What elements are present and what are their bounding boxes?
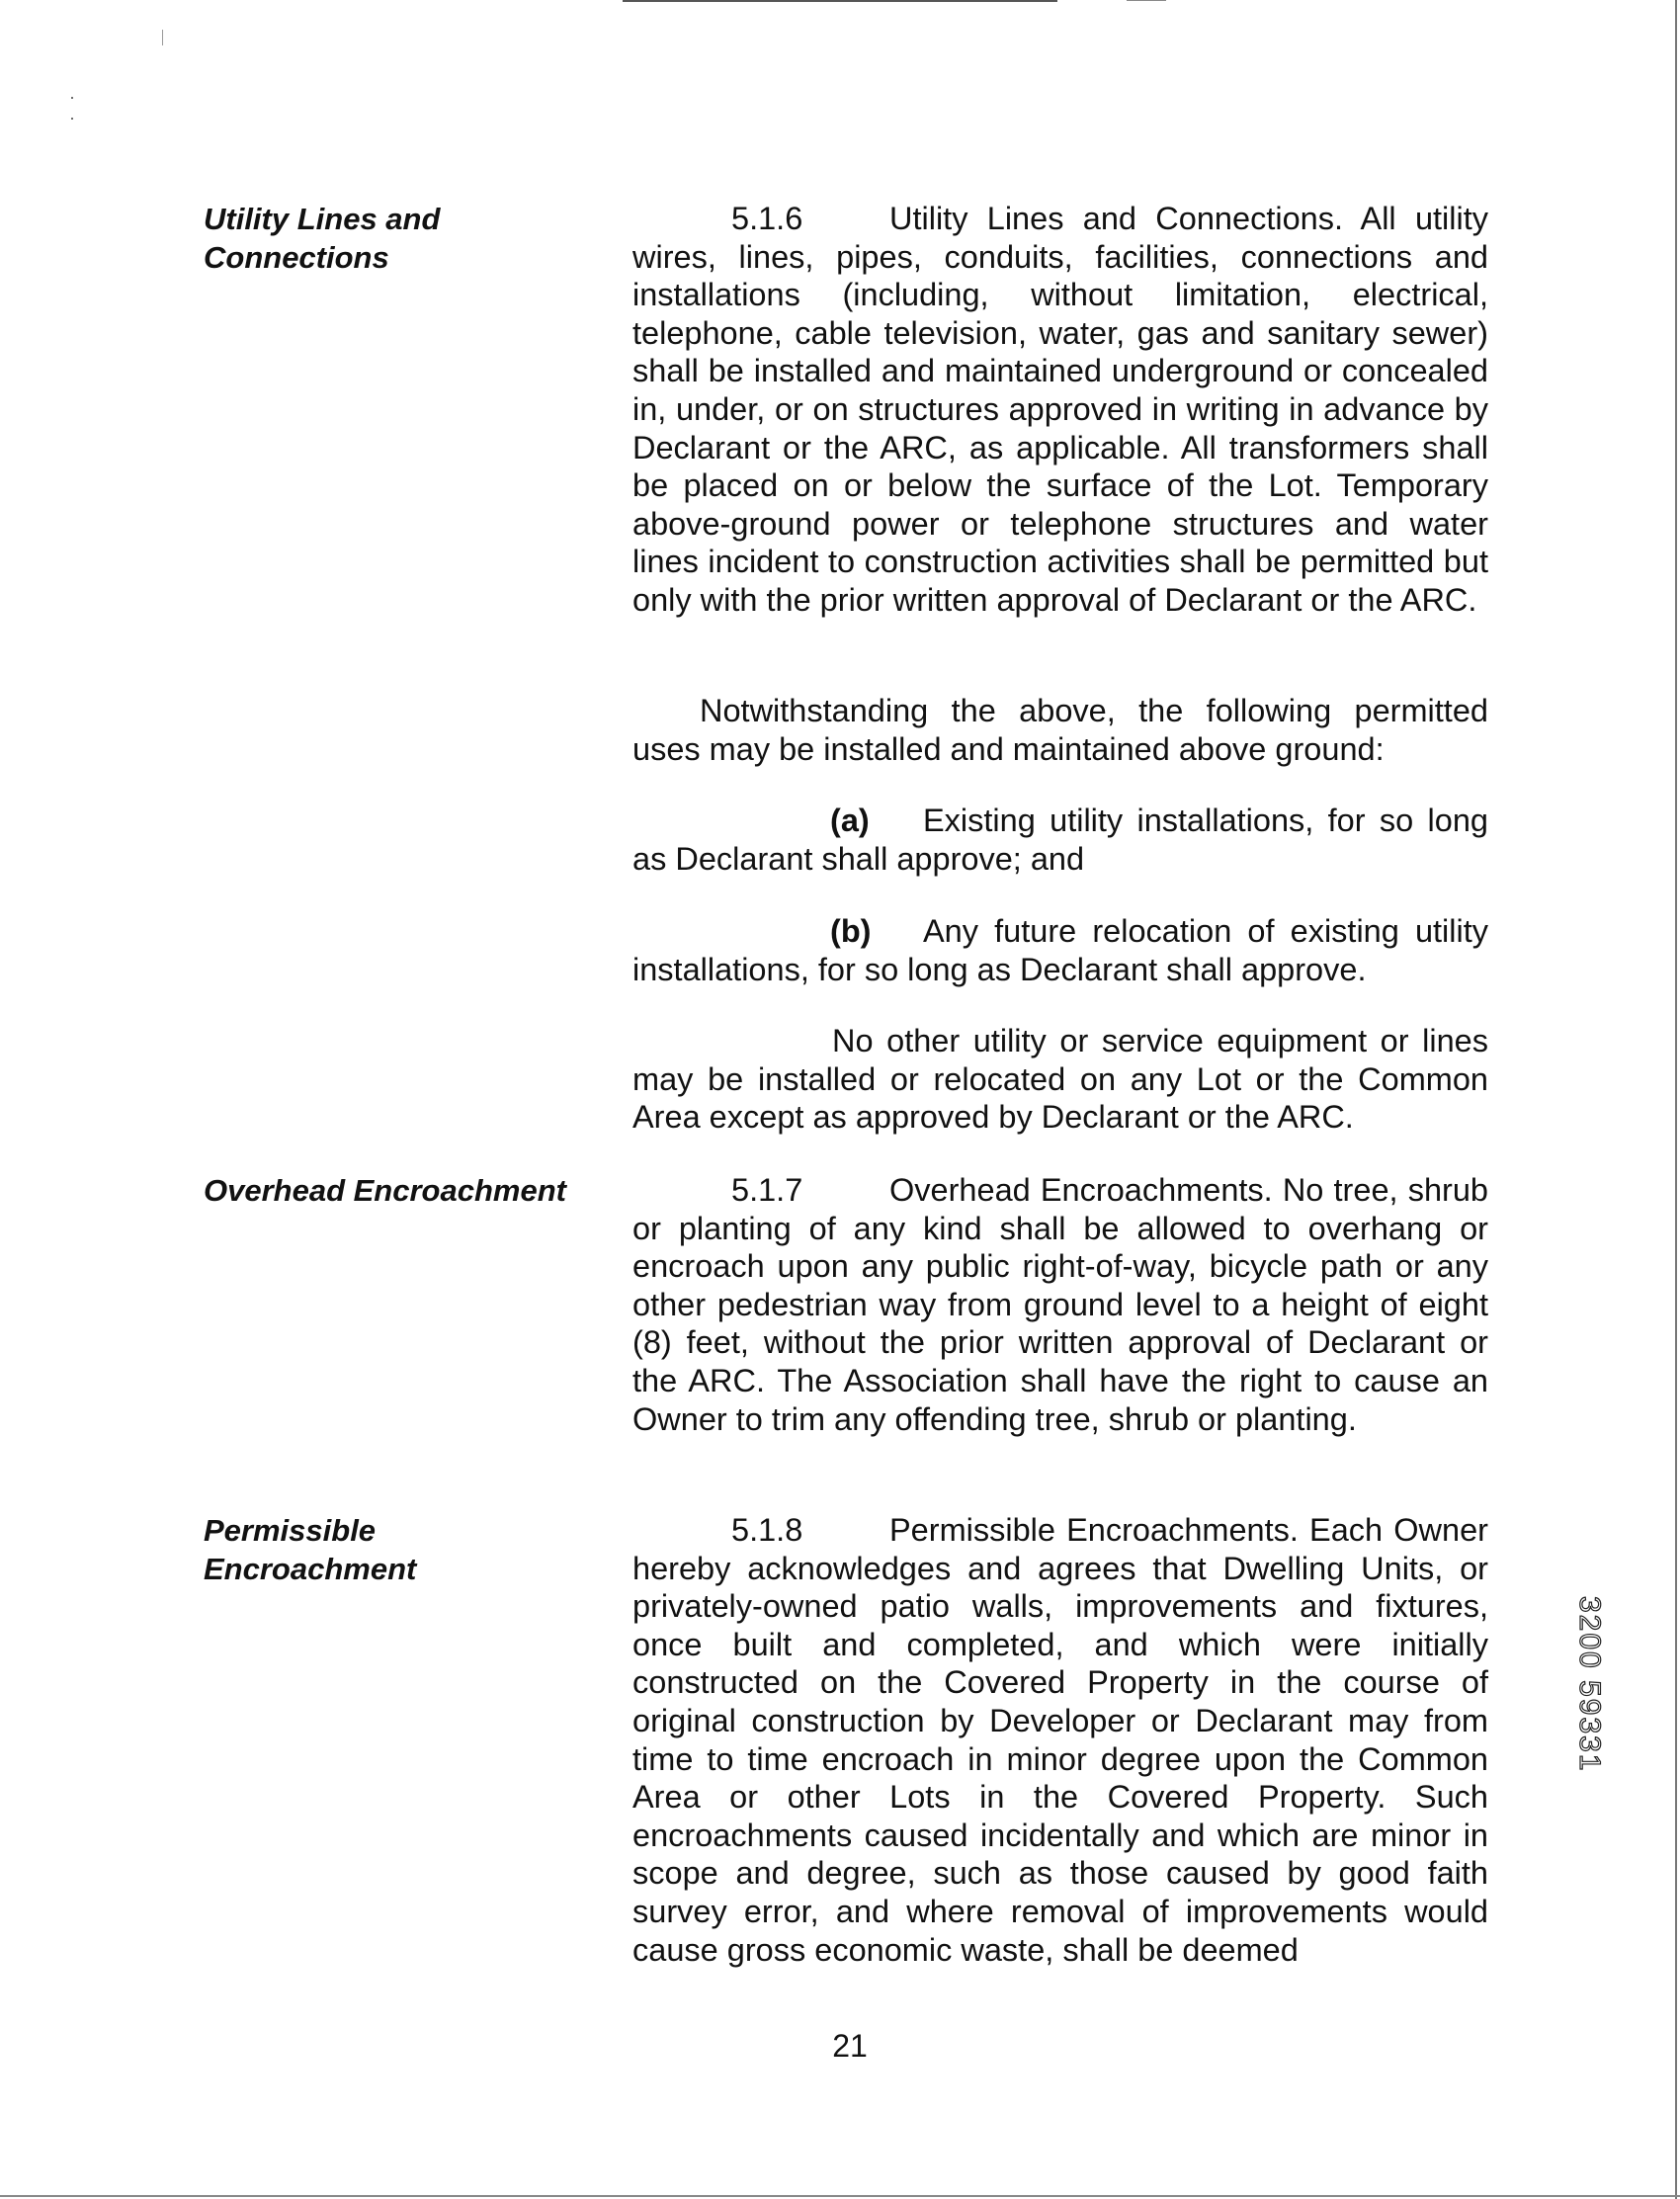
list-item-text: Existing utility installations, for so long as Declarant shall approve; and [632,803,1488,877]
margin-heading-permissible-encroachment [204,1511,619,1588]
scan-specks: · · [69,87,132,127]
section-5-1-6 [632,200,1488,620]
paragraph-text: Notwithstanding the above, the following permitted uses may be installed and maintained above ground: [632,693,1488,767]
section-5-1-8 [632,1511,1488,1969]
section-number: 5.1.8 [731,1512,803,1548]
section-number: 5.1.7 [731,1172,803,1208]
section-paragraph [632,1511,1488,1969]
list-item-paragraph [632,802,1488,878]
margin-heading-line: Encroachment [204,1552,417,1586]
scan-bottom-edge [0,2195,1680,2197]
margin-heading-line: Utility Lines and [204,202,441,236]
section-paragraph [632,200,1488,620]
margin-heading-line: Connections [204,240,389,275]
section-text: Utility Lines and Connections. All utility wires, lines, pipes, conduits, facilities, connections and installations (including, without limitation, electrical, telephone, cable television, water, gas and sanitary sewer) shall be installed and maintained underground or concealed in, under, or on structures approved in writing in advance by Declarant or the ARC, as applicable. All transformers shall be placed on or below the surface of the Lot. Temporary above-ground power or telephone structures and water lines incident to construction activities shall be permitted but only with the prior written approval of Declarant or the ARC. [632,201,1488,618]
margin-heading-overhead-encroachment [204,1171,619,1210]
margin-heading-utility-lines [204,200,619,277]
recording-stamp [1573,1596,1616,1863]
list-marker: (b) [830,913,872,949]
margin-heading-line: Overhead Encroachment [204,1173,566,1208]
section-number: 5.1.6 [731,201,803,236]
list-item-b [632,912,1488,988]
scan-right-edge [1675,0,1677,2199]
scan-edge-line [1127,0,1166,1]
scan-edge-line [623,0,1057,2]
scan-mark [162,30,163,45]
recording-stamp-text: 3200 59331 [1573,1596,1606,1773]
list-item-paragraph [632,912,1488,988]
paragraph-text: No other utility or service equipment or lines may be installed or relocated on any Lot or the Common Area except as approved by Declarant or the ARC. [632,1023,1488,1136]
notwithstanding-paragraph [632,692,1488,768]
section-text: Overhead Encroachments. No tree, shrub or planting of any kind shall be allowed to overhang or encroach upon any public right-of-way, bicycle path or any other pedestrian way from ground level to a height of eight (8) feet, without the prior written approval of Declarant or the ARC. The Association shall have the right to cause an Owner to trim any offending tree, shrub or planting. [632,1172,1488,1437]
page-number: 21 [832,2028,868,2064]
no-other-paragraph [632,1022,1488,1137]
list-item-a [632,802,1488,878]
section-text: Permissible Encroachments. Each Owner hereby acknowledges and agrees that Dwelling Units, or privately-owned patio walls, improvements and fixtures, once built and completed, and which were initially constructed on the Covered Property in the course of original construction by Developer or Declarant may from time to time encroach in minor degree upon the Common Area or other Lots in the Covered Property. Such encroachments caused incidentally and which are minor in scope and degree, such as those caused by good faith survey error, and where removal of improvements would cause gross economic waste, shall be deemed [632,1512,1488,1968]
list-marker: (a) [830,803,870,838]
margin-heading-line: Permissible [204,1513,377,1548]
section-5-1-7 [632,1171,1488,1438]
section-paragraph [632,1171,1488,1438]
list-item-text: Any future relocation of existing utility installations, for so long as Declarant shall approve. [632,913,1488,987]
